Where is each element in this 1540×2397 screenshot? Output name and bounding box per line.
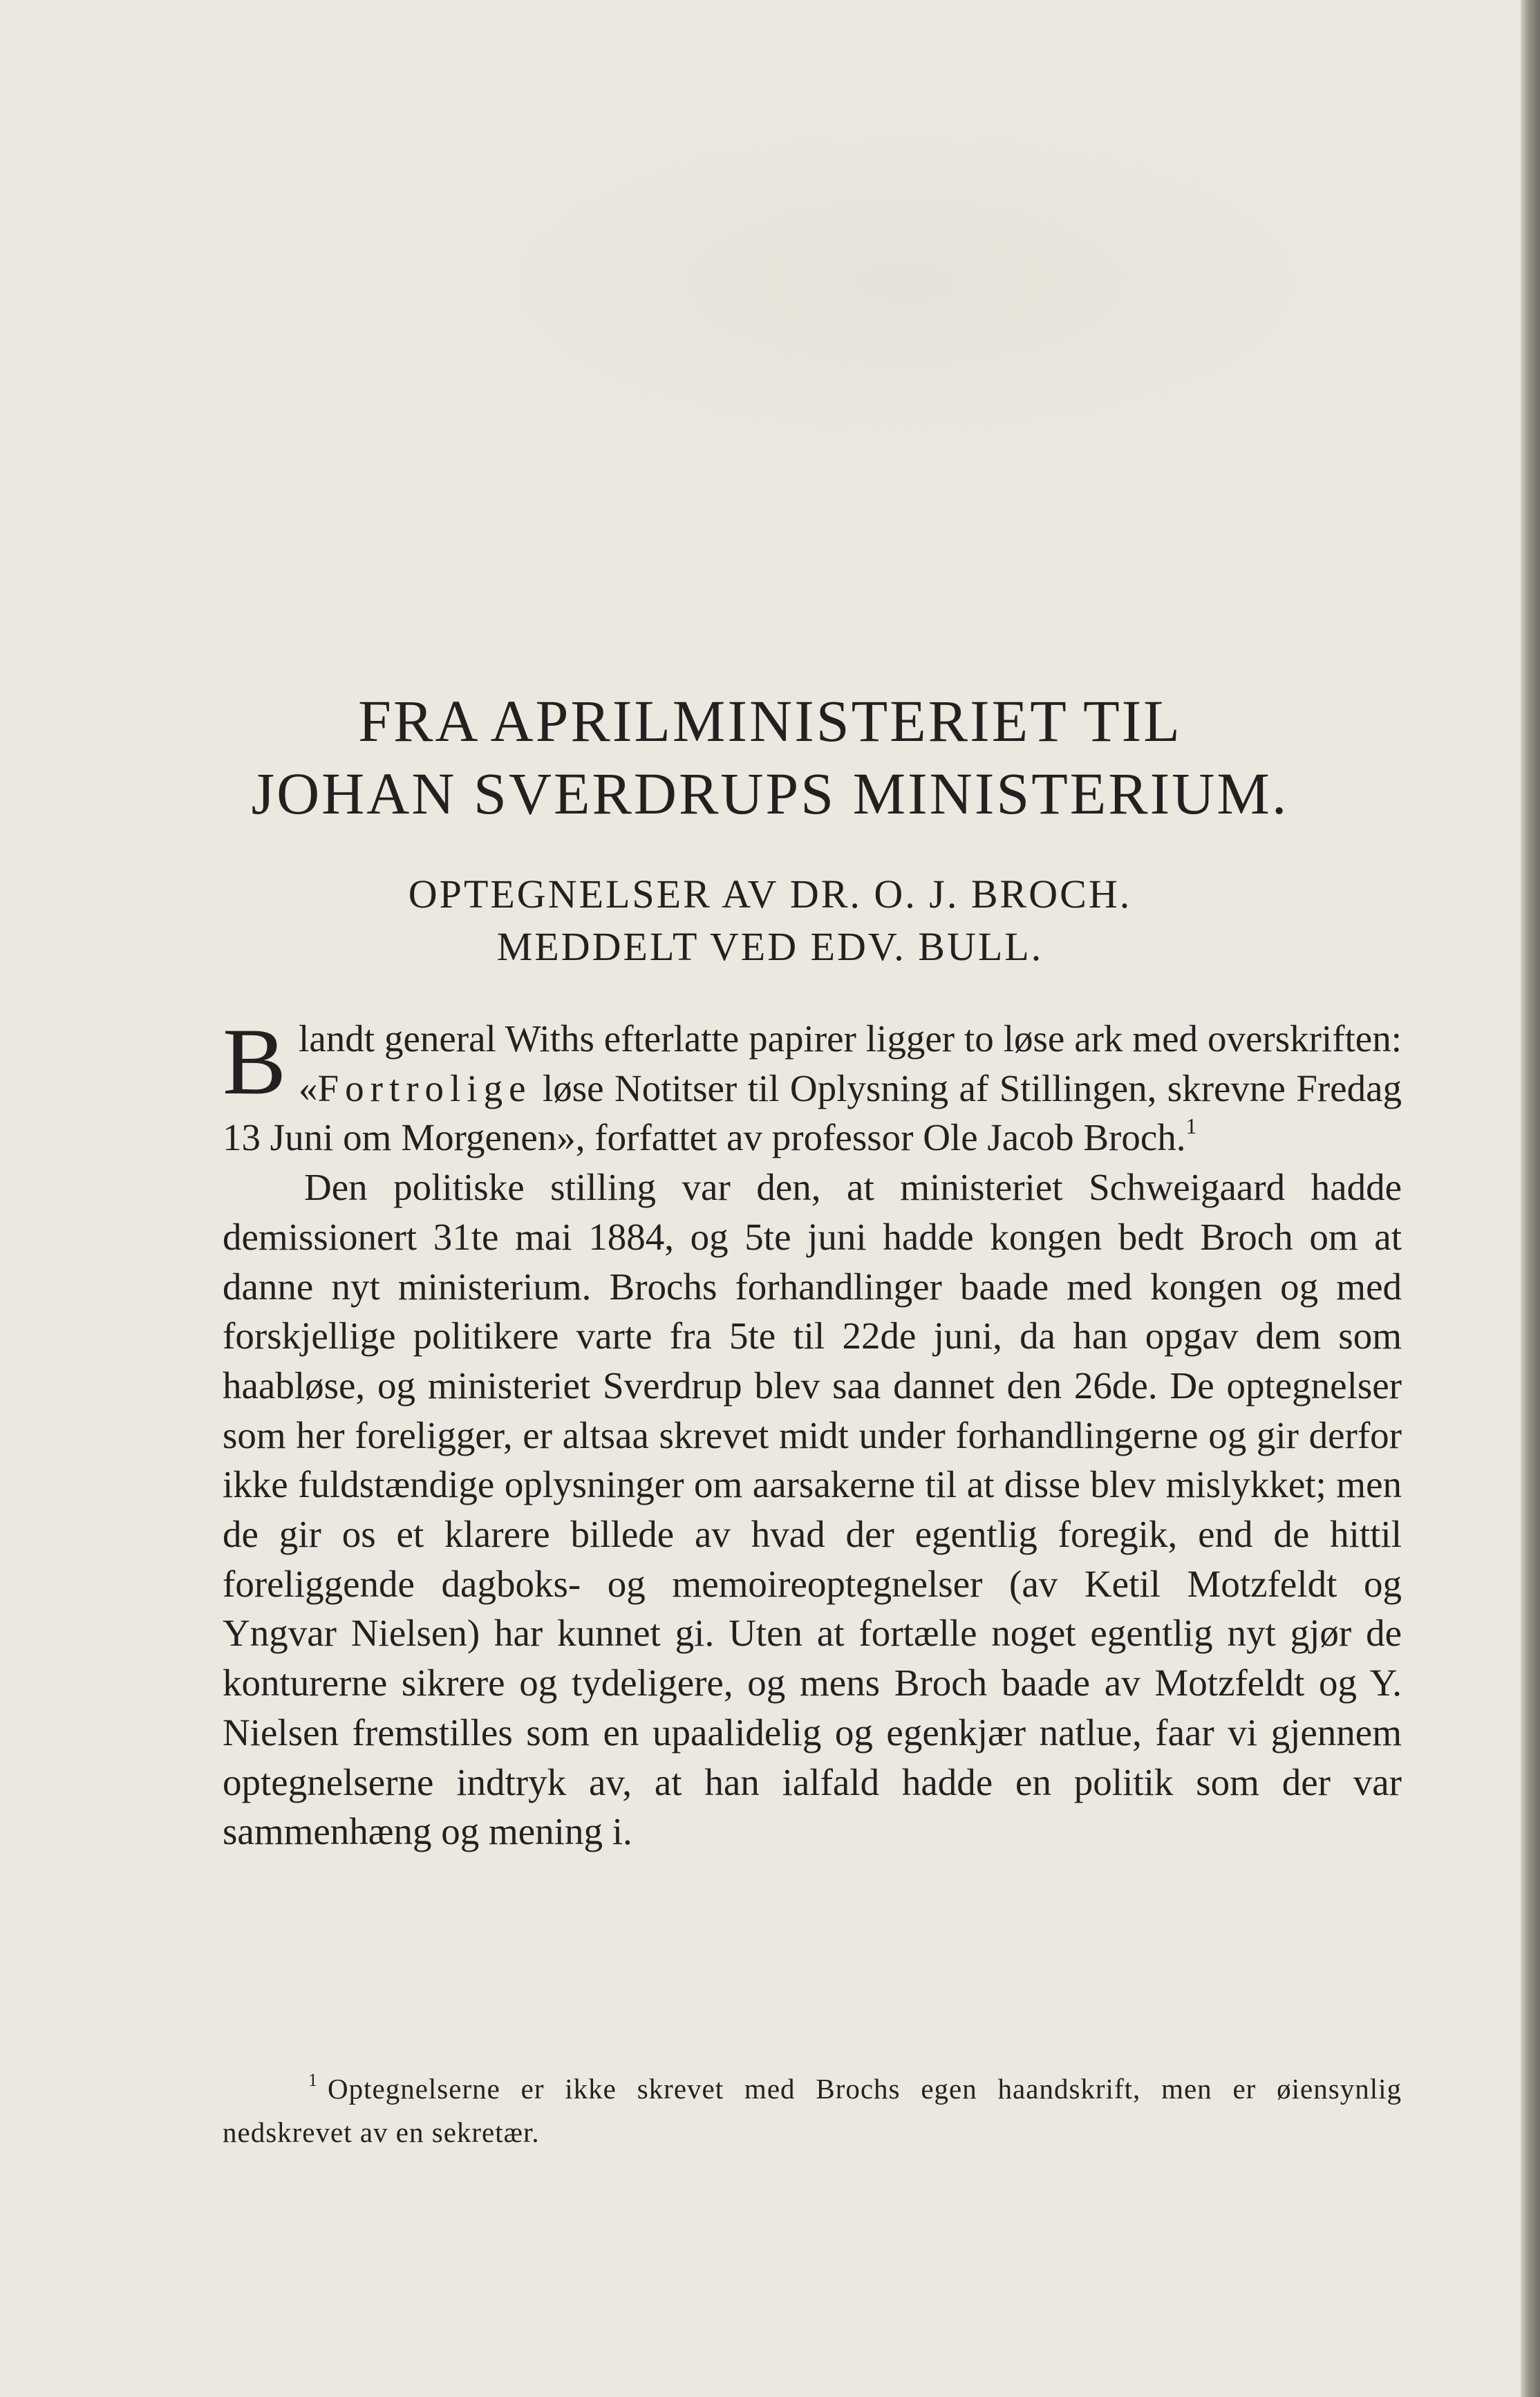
- paragraph-1-spaced-word: Fortrolige: [317, 1066, 532, 1109]
- footnote: [223, 2067, 1402, 2154]
- article-subtitle-line-1: OPTEGNELSER AV DR. O. J. BROCH.: [408, 872, 1132, 916]
- footnote-mark: 1: [308, 2070, 318, 2090]
- paragraph-2: Den politiske stilling var den, at ministeriet Schweigaard hadde demissionert 31te mai 1884, og 5te juni hadde kongen bedt Broch om at danne nyt ministerium. Brochs forhandlinger baade med kongen og med forskjellige politikere varte fra 5te til 22de juni, da han opgav dem som haabløse, og ministeriet Sverdrup blev saa dannet den 26de. De optegnelser som her foreligger, er altsaa skrevet midt under forhandlingerne og gir derfor ikke fuldstændige oplysninger om aarsakerne til at disse blev mislykket; men de gir os et klarere billede av hvad der egentlig foregik, end de hittil foreliggende dagboks- og memoireoptegnelser (av Ketil Motzfeldt og Yngvar Nielsen) har kunnet gi. Uten at fortælle noget egentlig nyt gjør de konturerne sikrere og tydeligere, og mens Broch baade av Motzfeldt og Y. Nielsen fremstilles som en upaalidelig og egenkjær natlue, faar vi gjennem optegnelserne indtryk av, at han ialfald hadde en politik som der var sammenhæng og mening i.: [223, 1166, 1402, 1853]
- article-body: [223, 1008, 1402, 1856]
- article-title-line-2: JOHAN SVERDRUPS MINISTERIUM.: [251, 760, 1289, 827]
- article-title-line-1: FRA APRILMINISTERIET TIL: [358, 688, 1182, 754]
- footnote-reference: 1: [1185, 1113, 1197, 1139]
- paragraph-1-text-b: løse Notitser til Oplysning af Stillingen, skrevne Fredag 13 Juni om Morgenen», forfattet av professor Ole Jacob Broch.: [223, 1066, 1402, 1159]
- bleed-through-shadow: [387, 90, 1424, 477]
- paragraph-1: [223, 1008, 1402, 1163]
- page-edge-shadow: [1521, 0, 1540, 2397]
- drop-cap: B: [223, 1008, 287, 1114]
- paragraph-1-text-a: landt general Withs efterlatte papirer ligger to løse ark med overskriften: «: [299, 1017, 1402, 1109]
- article-subtitle-line-2: MEDDELT VED EDV. BULL.: [496, 924, 1044, 969]
- footnote-text: Optegnelserne er ikke skrevet med Brochs egen haandskrift, men er øiensynlig nedskrevet av en sekretær.: [223, 2073, 1402, 2148]
